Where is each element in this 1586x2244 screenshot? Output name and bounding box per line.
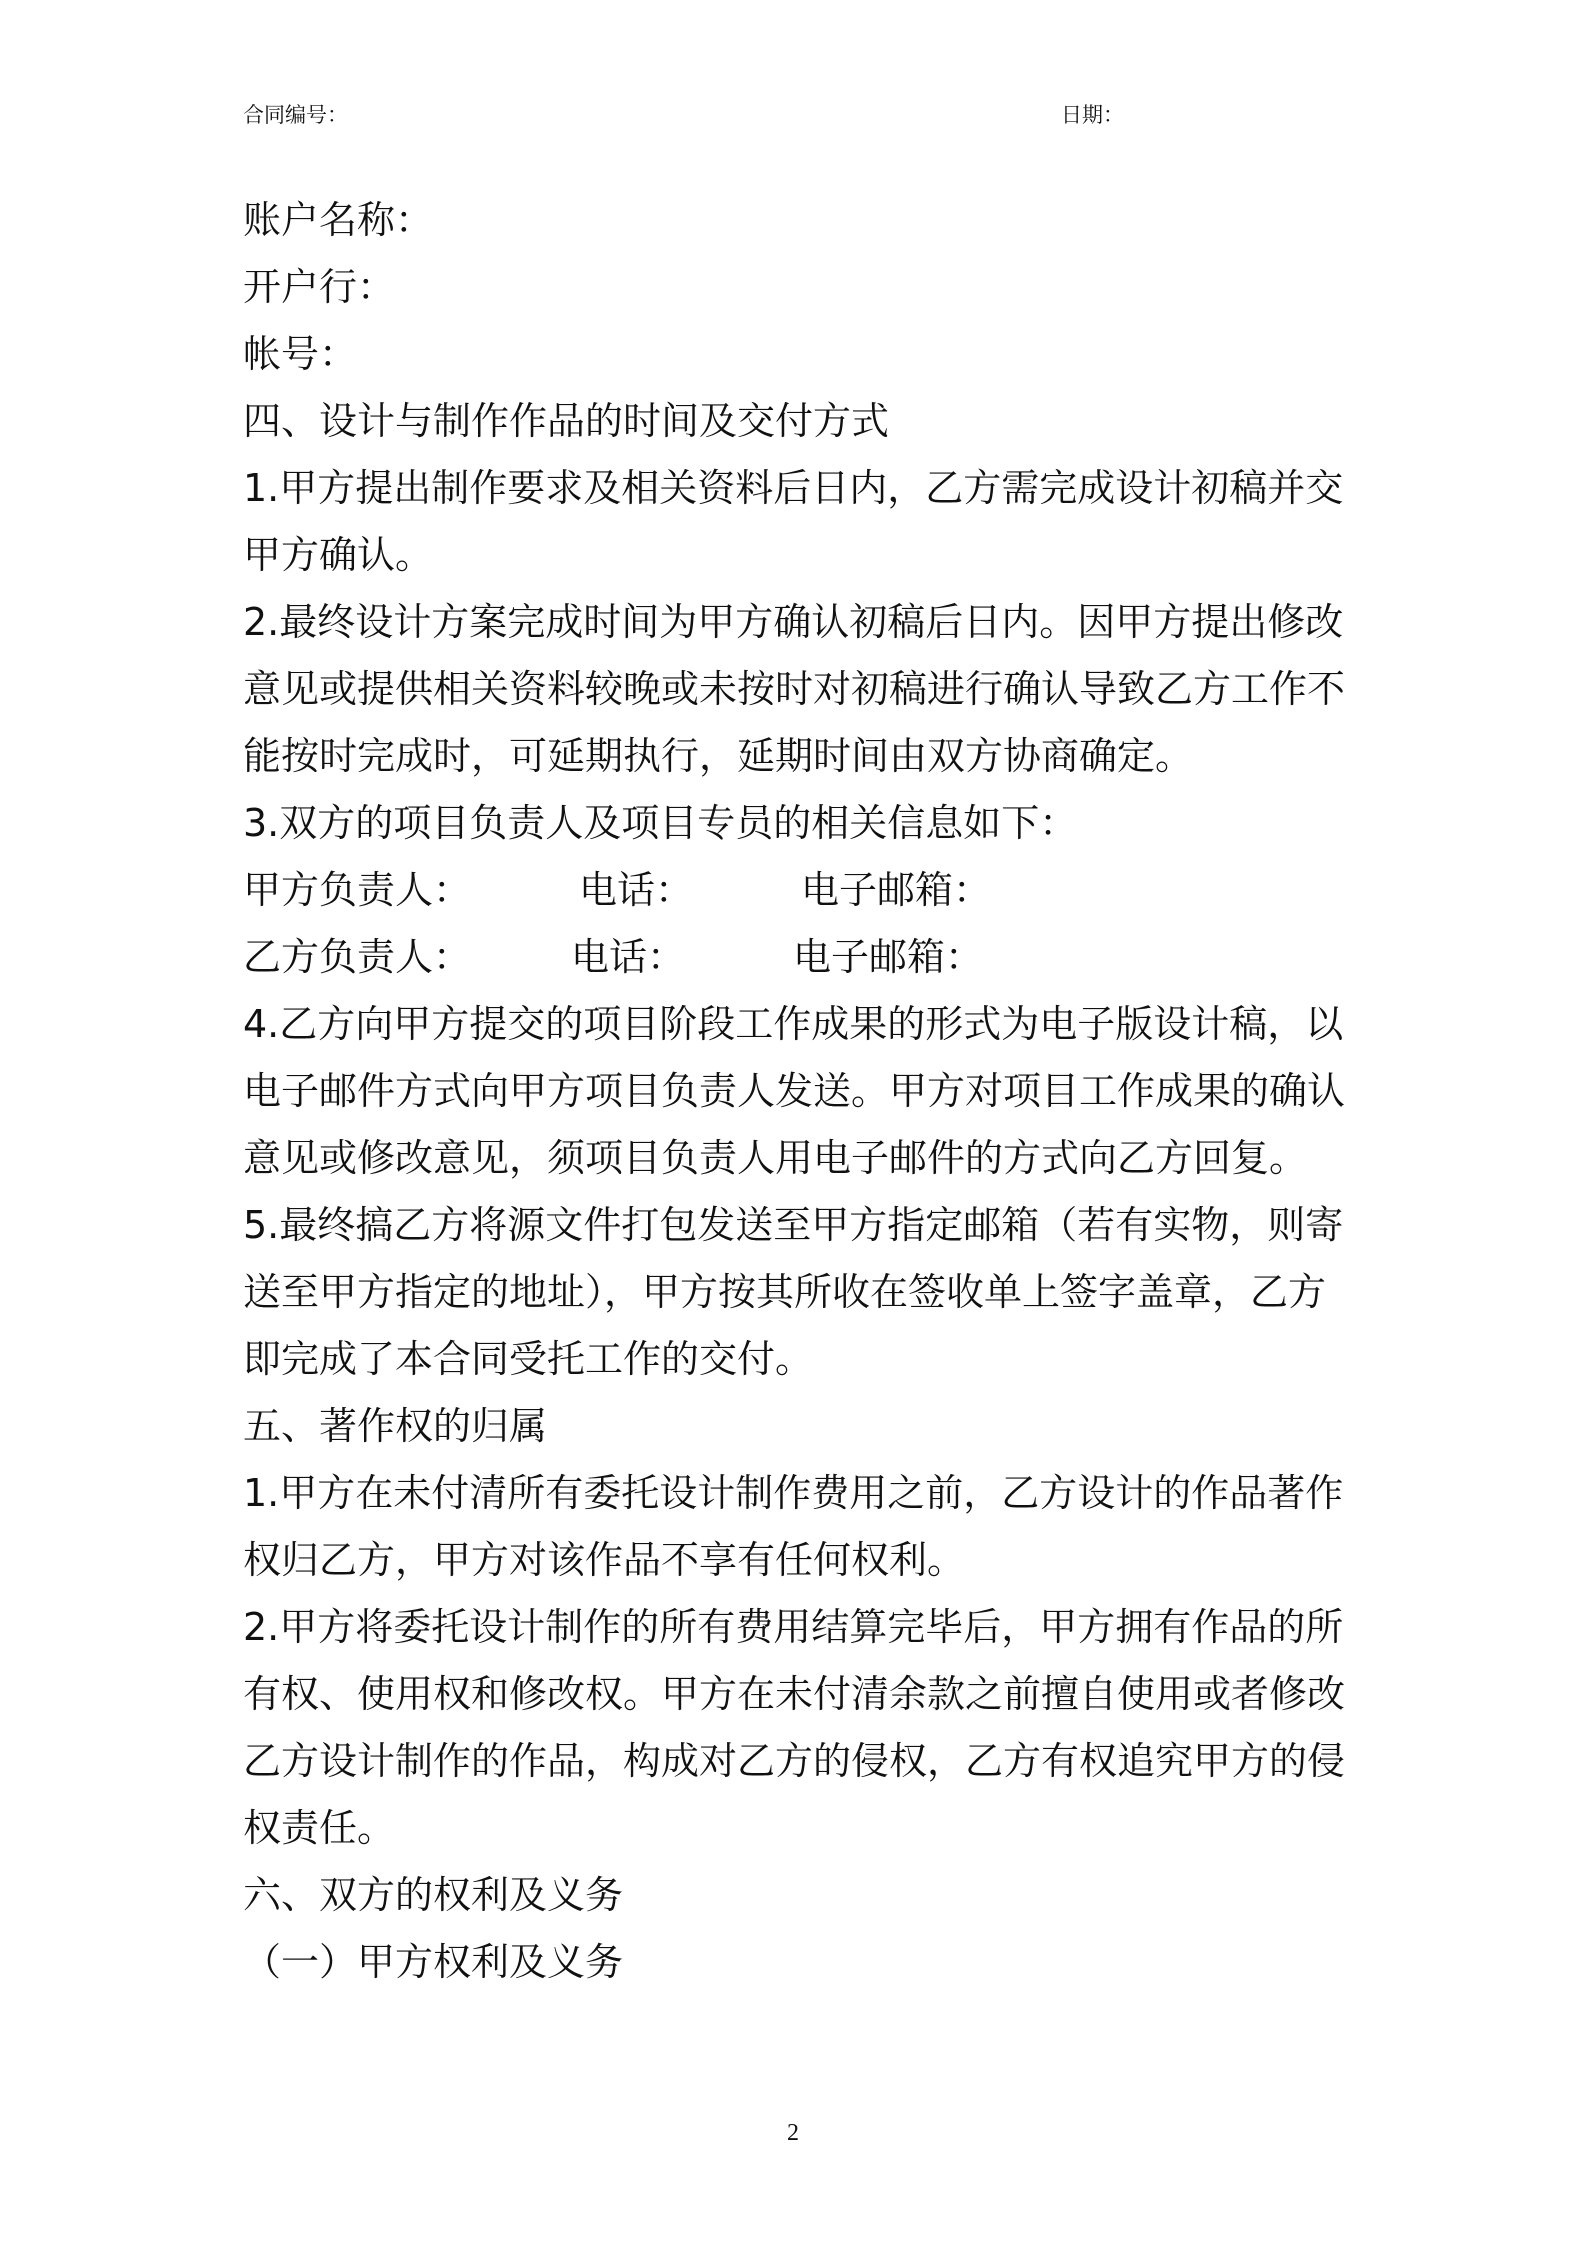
party-a-phone-label: 电话： — [579, 868, 694, 912]
contract-number-label: 合同编号： — [243, 103, 348, 127]
paragraph-line: 3.双方的项目负责人及项目专员的相关信息如下： — [243, 801, 1078, 845]
paragraph-line: 1.甲方在未付清所有委托设计制作费用之前，乙方设计的作品著作 — [243, 1471, 1344, 1515]
section-6-title: 六、双方的权利及义务 — [243, 1873, 624, 1917]
paragraph-line: 送至甲方指定的地址），甲方按其所收在签收单上签字盖章，乙方 — [243, 1270, 1327, 1314]
paragraph-line: 有权、使用权和修改权。甲方在未付清余款之前擅自使用或者修改 — [243, 1672, 1346, 1716]
paragraph-line: 2.最终设计方案完成时间为甲方确认初稿后日内。因甲方提出修改 — [243, 600, 1344, 644]
page-header — [243, 98, 1143, 132]
paragraph-line: 权责任。 — [243, 1806, 396, 1850]
paragraph-line: 2.甲方将委托设计制作的所有费用结算完毕后，甲方拥有作品的所 — [243, 1605, 1344, 1649]
document-body — [243, 187, 1346, 1996]
account-name-line: 账户名称： — [243, 198, 434, 242]
section-4-title: 四、设计与制作作品的时间及交付方式 — [243, 399, 890, 443]
party-b-email-label: 电子邮箱： — [793, 935, 984, 979]
paragraph-line: 意见或修改意见，须项目负责人用电子邮件的方式向乙方回复。 — [243, 1136, 1308, 1180]
paragraph-line: 即完成了本合同受托工作的交付。 — [243, 1337, 814, 1381]
paragraph-line: 权归乙方，甲方对该作品不享有任何权利。 — [243, 1538, 966, 1582]
party-a-person-label: 甲方负责人： — [243, 868, 472, 912]
paragraph-line: 意见或提供相关资料较晚或未按时对初稿进行确认导致乙方工作不 — [243, 667, 1346, 711]
paragraph-line: 能按时完成时，可延期执行，延期时间由双方协商确定。 — [243, 734, 1194, 778]
party-b-contact-row — [243, 924, 1343, 991]
page-number: 2 — [787, 2120, 799, 2146]
section-5-title: 五、著作权的归属 — [243, 1404, 548, 1448]
paragraph-line: 乙方设计制作的作品，构成对乙方的侵权，乙方有权追究甲方的侵 — [243, 1739, 1346, 1783]
paragraph-line: 4.乙方向甲方提交的项目阶段工作成果的形式为电子版设计稿，以 — [243, 1002, 1344, 1046]
bank-line: 开户行： — [243, 265, 396, 309]
date-label: 日期： — [1061, 103, 1124, 127]
account-number-line: 帐号： — [243, 332, 358, 376]
party-a-contact-row — [243, 857, 1343, 924]
paragraph-line: 1.甲方提出制作要求及相关资料后日内，乙方需完成设计初稿并交 — [243, 466, 1344, 510]
party-b-person-label: 乙方负责人： — [243, 935, 472, 979]
section-6-subheading: （一）甲方权利及义务 — [243, 1940, 624, 1984]
paragraph-line: 5.最终搞乙方将源文件打包发送至甲方指定邮箱（若有实物，则寄 — [243, 1203, 1344, 1247]
paragraph-line: 电子邮件方式向甲方项目负责人发送。甲方对项目工作成果的确认 — [243, 1069, 1346, 1113]
party-b-phone-label: 电话： — [571, 935, 686, 979]
paragraph-line: 甲方确认。 — [243, 533, 434, 577]
party-a-email-label: 电子邮箱： — [801, 868, 992, 912]
